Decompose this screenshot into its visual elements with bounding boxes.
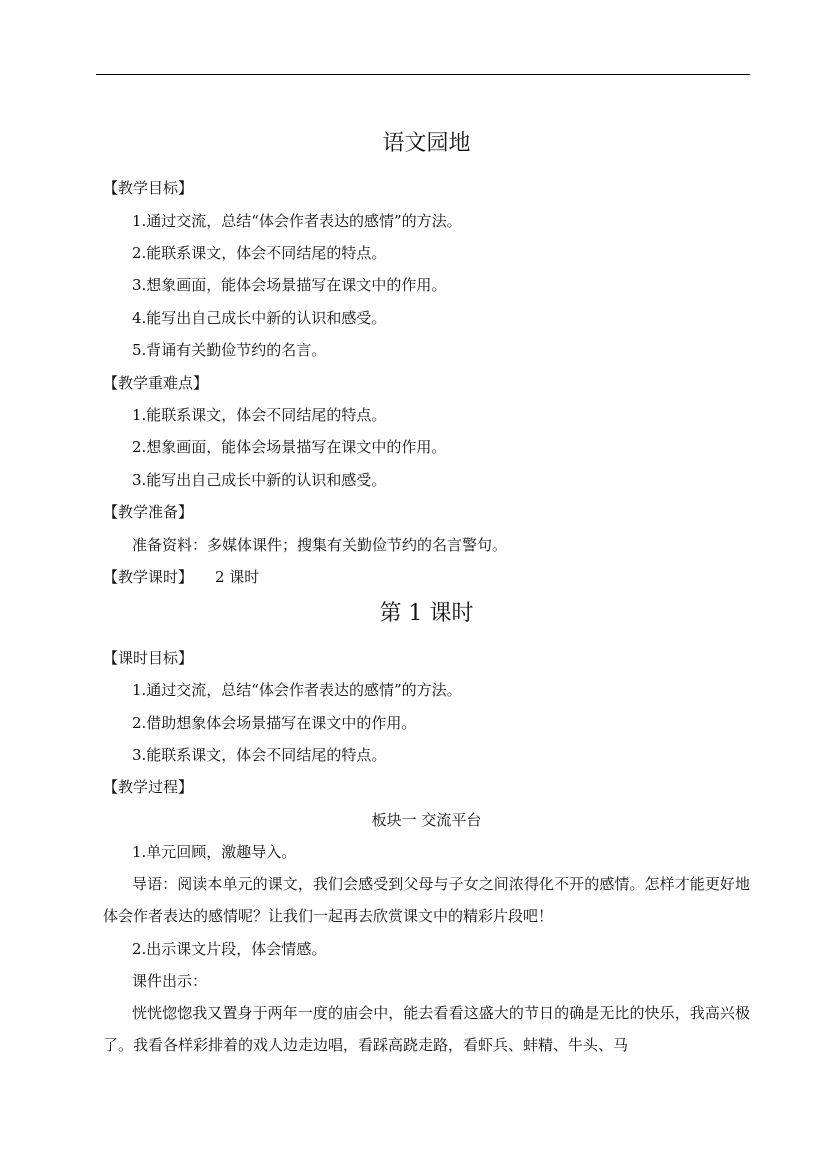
objectives-heading: 【教学目标】	[103, 179, 194, 197]
lesson-objective-item: 1.通过交流，总结“体会作者表达的感情”的方法。	[132, 681, 462, 699]
objective-item: 5.背诵有关勤俭节约的名言。	[132, 341, 327, 359]
key-point-item: 1.能联系课文，体会不同结尾的特点。	[132, 406, 387, 424]
process-heading: 【教学过程】	[103, 778, 194, 796]
hours-value: 2 课时	[215, 568, 260, 586]
key-point-item: 3.能写出自己成长中新的认识和感受。	[132, 471, 387, 489]
lesson-objective-item: 3.能联系课文，体会不同结尾的特点。	[132, 746, 387, 764]
hours-heading: 【教学课时】	[103, 568, 194, 586]
header-rule	[96, 74, 750, 75]
courseware-label: 课件出示：	[132, 972, 208, 990]
intro-paragraph: 导语：阅读本单元的课文，我们会感受到父母与子女之间浓得化不开的感情。怎样才能更好地体会作者表达的感情呢？让我们一起再去欣赏课文中的精彩片段吧！	[103, 875, 750, 925]
excerpt-paragraph: 恍恍惚惚我又置身于两年一度的庙会中，能去看看这盛大的节日的确是无比的快乐，我高兴极了。我看各样彩排着的戏人边走边唱，看踩高跷走路，看虾兵、蚌精、牛头、马	[103, 1004, 750, 1054]
lesson-objective-item: 2.借助想象体会场景描写在课文中的作用。	[132, 714, 417, 732]
page-title: 语文园地	[382, 131, 471, 156]
lesson-objectives-heading: 【课时目标】	[103, 649, 194, 667]
lesson-title: 第 1 课时	[379, 601, 474, 626]
objective-item: 4.能写出自己成长中新的认识和感受。	[132, 309, 387, 327]
objective-item: 1.通过交流，总结“体会作者表达的感情”的方法。	[132, 212, 462, 230]
objective-item: 3.想象画面，能体会场景描写在课文中的作用。	[132, 276, 447, 294]
step-one: 1.单元回顾，激趣导入。	[132, 843, 297, 861]
key-points-heading: 【教学重难点】	[103, 374, 209, 392]
block-title: 板块一 交流平台	[371, 811, 482, 829]
key-point-item: 2.想象画面，能体会场景描写在课文中的作用。	[132, 438, 447, 456]
prep-text: 准备资料：多媒体课件；搜集有关勤俭节约的名言警句。	[132, 536, 508, 554]
step-two: 2.出示课文片段，体会情感。	[132, 940, 327, 958]
prep-heading: 【教学准备】	[103, 503, 194, 521]
objective-item: 2.能联系课文，体会不同结尾的特点。	[132, 244, 387, 262]
